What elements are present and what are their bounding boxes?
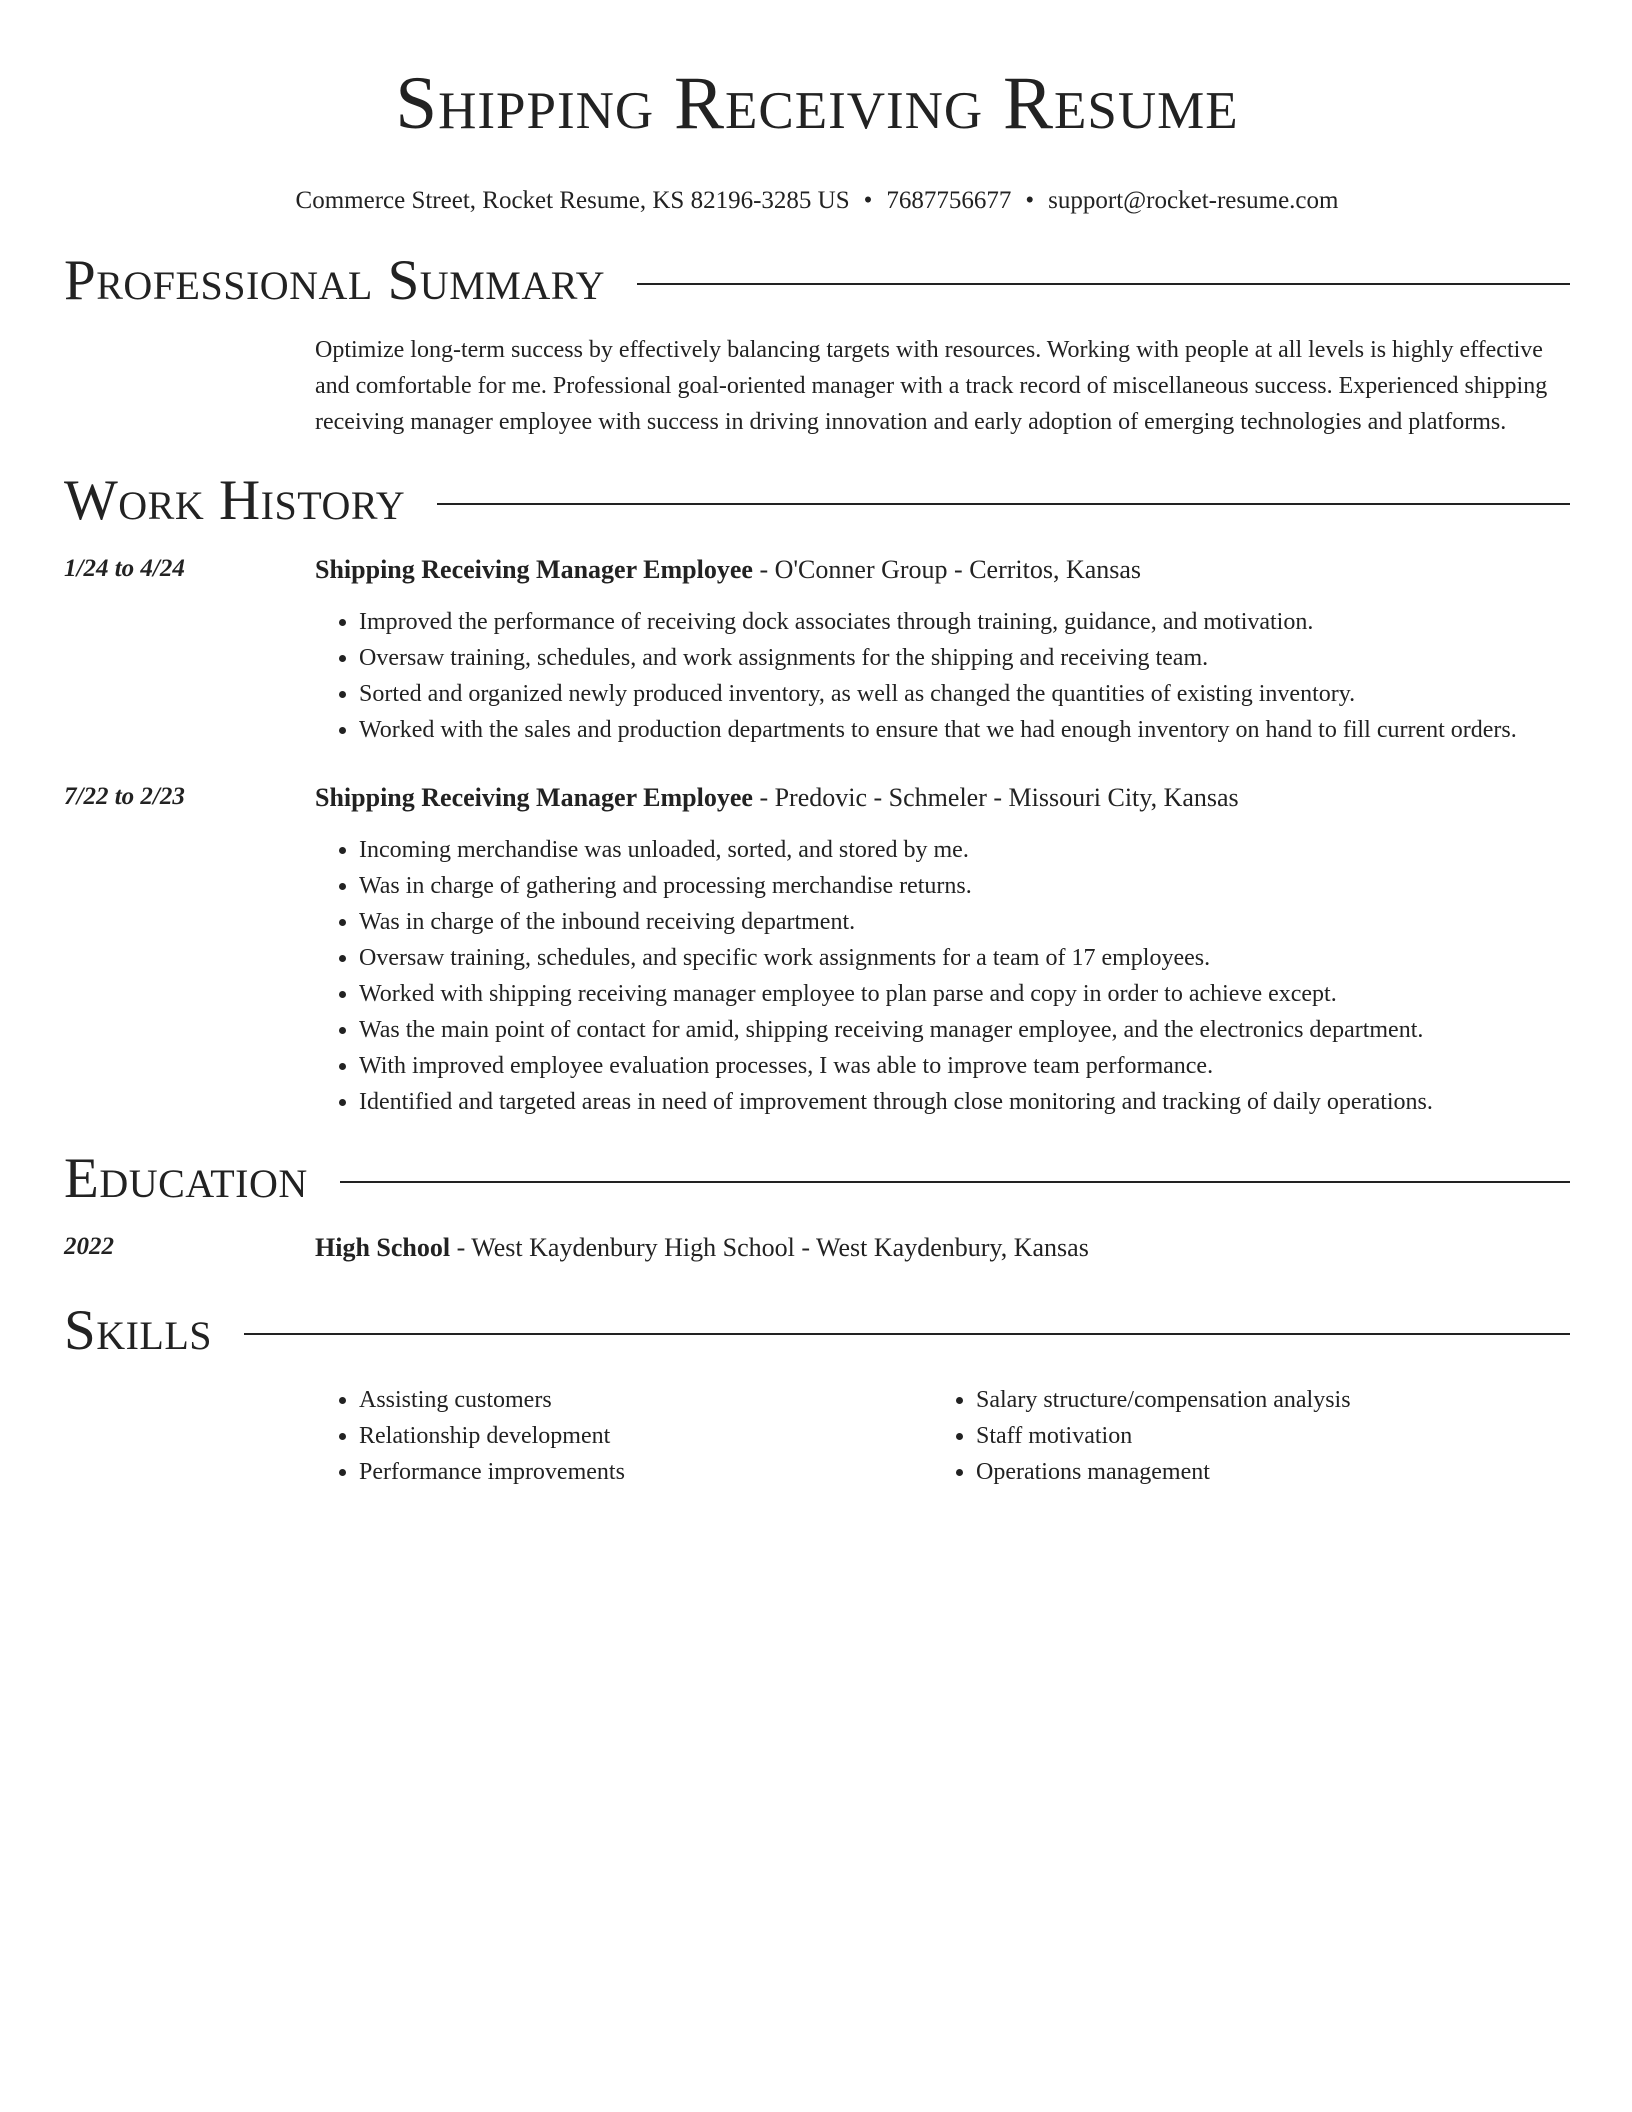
contact-separator: • [863,187,873,214]
list-item: • Was in charge of gathering and processing merchandise returns. [359,868,1570,904]
summary-left-spacer [64,332,315,440]
skills-list-left [315,1382,932,1490]
list-item: • Improved the performance of receiving dock associates through training, guidance, and motivation. [359,604,1570,640]
skills-left-spacer [64,1382,315,1490]
list-item: • Assisting customers [359,1382,932,1418]
list-item: • Sorted and organized newly produced inventory, as well as changed the quantities of existing inventory. [359,676,1570,712]
summary-text: Optimize long-term success by effectively balancing targets with resources. Working with people at all levels is highly effective and comfortable for me. Professional goal-oriented manager with a track record of miscellaneous success. Experienced shipping receiving manager employee with success in driving innovation and early adoption of emerging technologies and platforms. [315,337,1548,435]
job-title: Shipping Receiving Manager Employee [315,783,753,812]
job-bullet-list [315,604,1570,748]
summary-row [64,332,1570,440]
list-item: • Was in charge of the inbound receiving department. [359,904,1570,940]
skills-heading: Skills [64,1299,213,1362]
education-degree: High School [315,1233,451,1262]
list-item: • Worked with shipping receiving manager employee to plan parse and copy in order to achieve except. [359,976,1570,1012]
job-bullet-list [315,832,1570,1120]
job-heading [315,782,1570,814]
summary-section-header [64,246,1570,316]
job-body [315,782,1570,1120]
list-item: • Performance improvements [359,1454,932,1490]
contact-phone: 7687756677 [886,187,1012,214]
contact-address: Commerce Street, Rocket Resume, KS 82196-3285 US [295,187,850,214]
job-title: Shipping Receiving Manager Employee [315,555,753,584]
list-item: • Staff motivation [976,1418,1549,1454]
education-year: 2022 [64,1233,114,1260]
list-item: • Salary structure/compensation analysis [976,1382,1549,1418]
job-entry [64,782,1570,1120]
skills-list-right [932,1382,1549,1490]
job-heading [315,554,1570,586]
resume-page [64,0,1570,1490]
job-dates: 1/24 to 4/24 [64,555,185,582]
section-divider [437,503,1570,505]
skills-columns [315,1382,1570,1490]
list-item: • With improved employee evaluation processes, I was able to improve team performance. [359,1048,1570,1084]
job-employer: - O'Conner Group - Cerritos, Kansas [752,555,1142,584]
education-school: - West Kaydenbury High School - West Kaydenbury, Kansas [450,1233,1089,1262]
contact-separator: • [1025,187,1035,214]
contact-email: support@rocket-resume.com [1048,187,1339,214]
list-item: • Was the main point of contact for amid, shipping receiving manager employee, and the electronics department. [359,1012,1570,1048]
list-item: • Oversaw training, schedules, and specific work assignments for a team of 17 employees. [359,940,1570,976]
job-body [315,554,1570,748]
list-item: • Operations management [976,1454,1549,1490]
job-employer: - Predovic - Schmeler - Missouri City, Kansas [752,783,1239,812]
job-entry [64,554,1570,748]
section-divider [244,1333,1570,1335]
education-section-header [64,1144,1570,1214]
list-item: • Oversaw training, schedules, and work assignments for the shipping and receiving team. [359,640,1570,676]
education-heading: Education [64,1147,308,1210]
section-divider [340,1181,1570,1183]
skills-section-header [64,1296,1570,1366]
resume-title: Shipping Receiving Resume [395,62,1239,145]
education-entry [64,1232,1570,1264]
work-section-header [64,466,1570,536]
job-dates: 7/22 to 2/23 [64,783,185,810]
list-item: • Identified and targeted areas in need of improvement through close monitoring and tracking of daily operations. [359,1084,1570,1120]
list-item: • Incoming merchandise was unloaded, sorted, and stored by me. [359,832,1570,868]
skills-row [64,1382,1570,1490]
summary-heading: Professional Summary [64,249,606,312]
list-item: • Relationship development [359,1418,932,1454]
work-heading: Work History [64,469,406,532]
education-body [315,1232,1570,1264]
list-item: • Worked with the sales and production departments to ensure that we had enough inventory on hand to fill current orders. [359,712,1570,748]
contact-line [64,186,1570,216]
section-divider [637,283,1570,285]
